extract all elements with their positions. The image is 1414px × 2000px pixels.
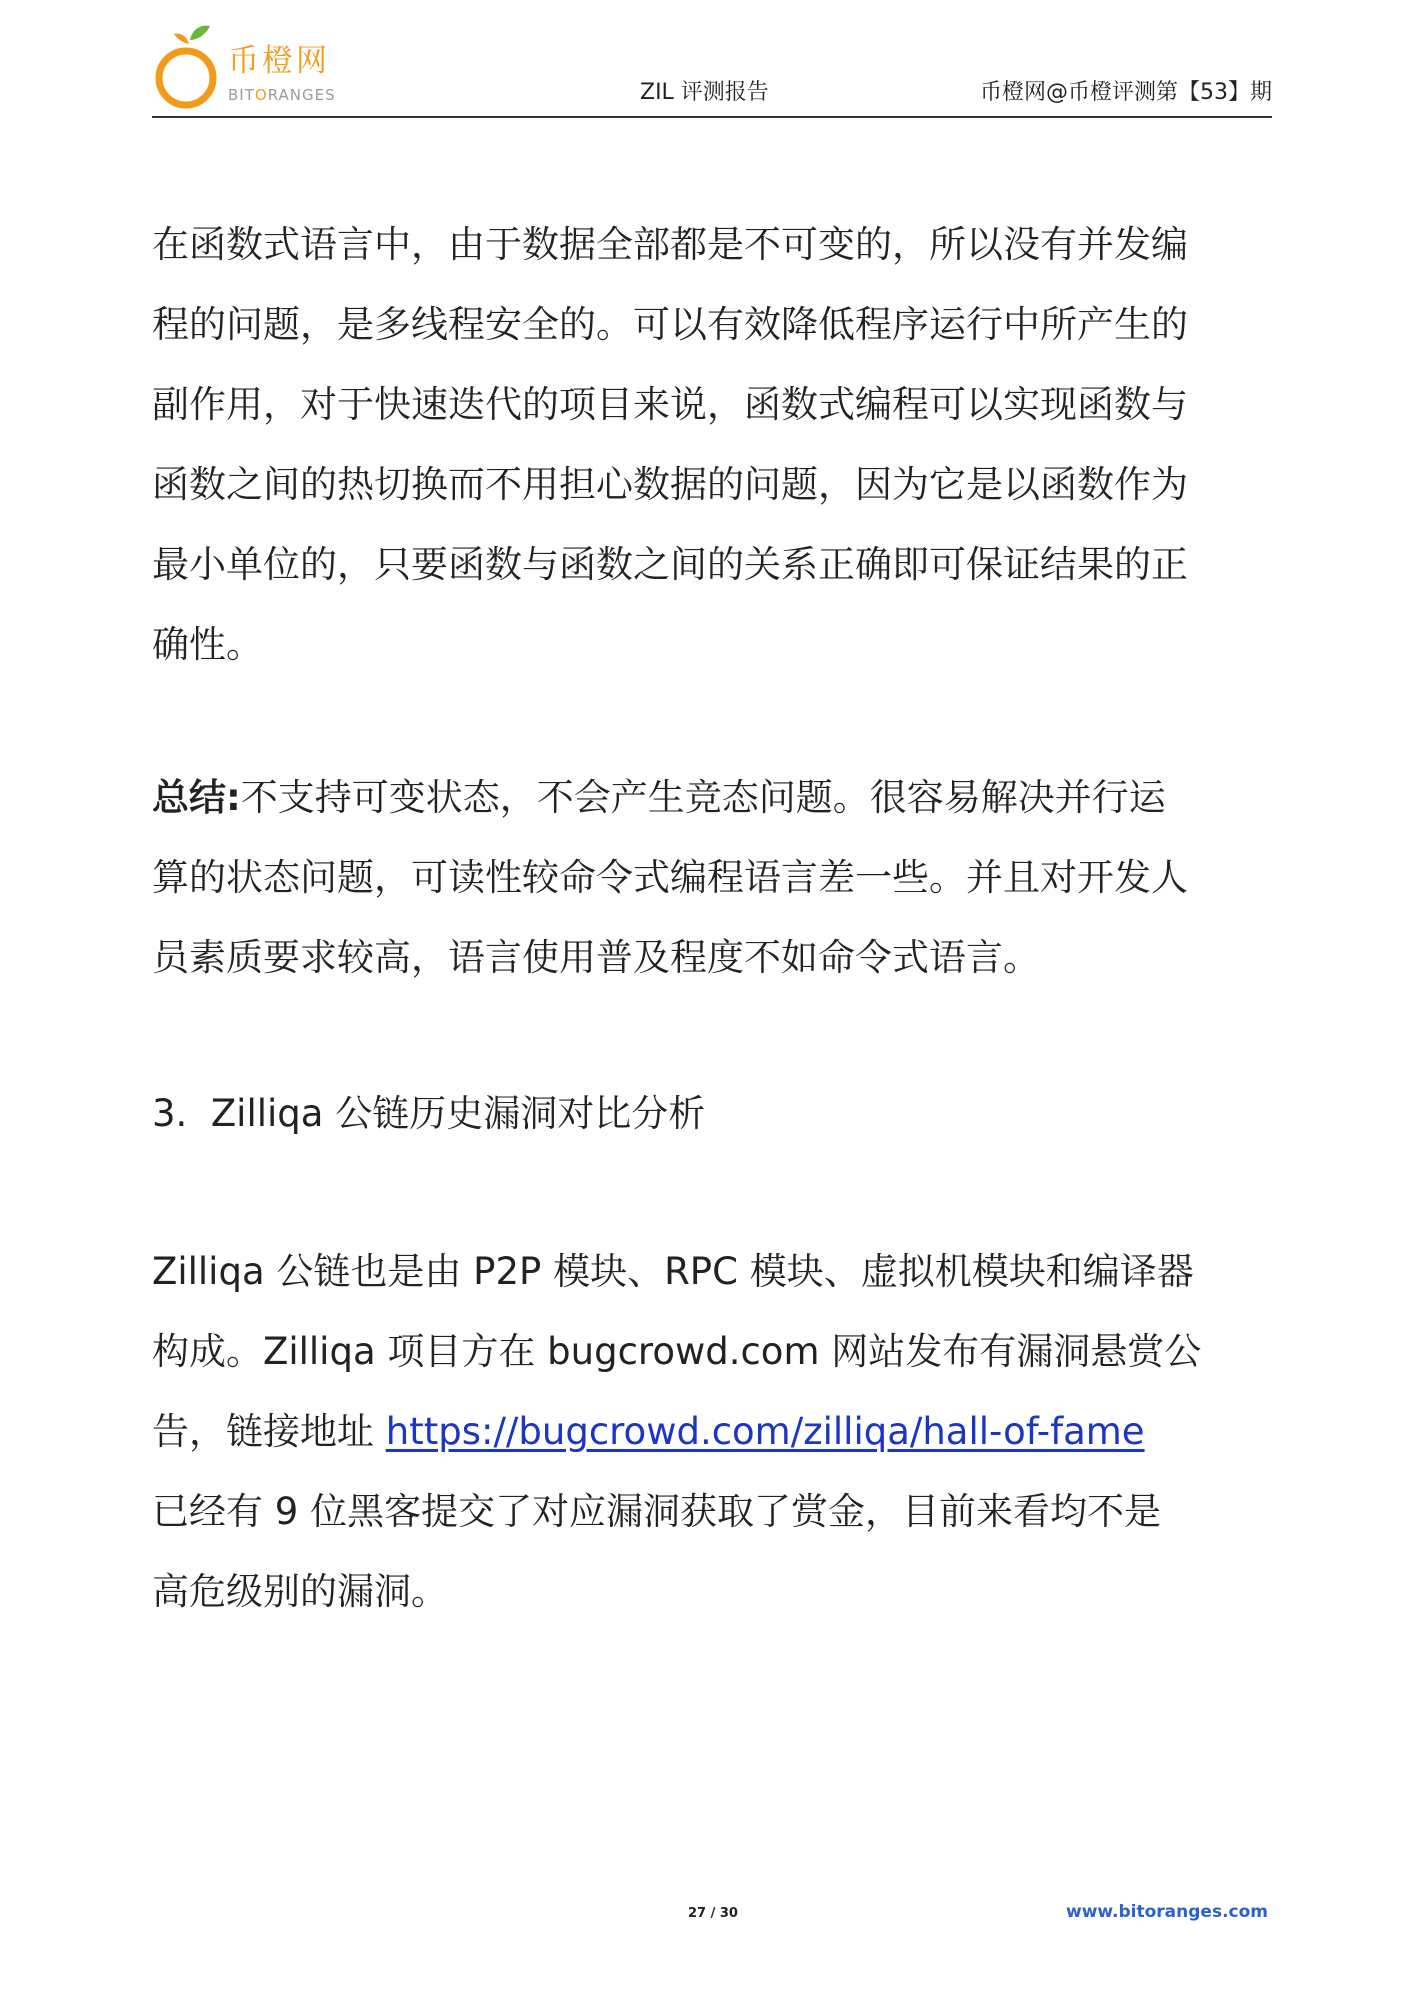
text-line: 确性。 bbox=[152, 623, 263, 666]
text-line: 程的问题，是多线程安全的。可以有效降低程序运行中所产生的 bbox=[152, 303, 1188, 346]
text-line: 函数之间的热切换而不用担心数据的问题，因为它是以函数作为 bbox=[152, 463, 1188, 506]
text-line: 已经有 9 位黑客提交了对应漏洞获取了赏金，目前来看均不是 bbox=[152, 1490, 1162, 1533]
text-line: Zilliqa 公链也是由 P2P 模块、RPC 模块、虚拟机模块和编译器 bbox=[152, 1250, 1194, 1293]
bitoranges-logo[interactable] bbox=[152, 18, 372, 114]
logo-english-prefix: BIT bbox=[228, 86, 255, 104]
footer-website-link[interactable]: www.bitoranges.com bbox=[1066, 1902, 1268, 1922]
logo-chinese-name: 币橙网 bbox=[228, 43, 330, 79]
text-line bbox=[152, 758, 1280, 838]
page-header bbox=[152, 18, 1272, 118]
text-line: 员素质要求较高，语言使用普及程度不如命令式语言。 bbox=[152, 936, 1040, 979]
summary-label: 总结: bbox=[152, 776, 241, 819]
paragraph-summary bbox=[152, 758, 1280, 998]
report-title: ZIL 评测报告 bbox=[640, 80, 769, 105]
logo-english-o: O bbox=[254, 86, 268, 104]
summary-text: 不支持可变状态，不会产生竞态问题。很容易解决并行运 bbox=[240, 776, 1166, 819]
paragraph-zilliqa-vulnerabilities bbox=[152, 1232, 1280, 1632]
text-line: 算的状态问题，可读性较命令式编程语言差一些。并且对开发人 bbox=[152, 856, 1188, 899]
text-line: 在函数式语言中，由于数据全部都是不可变的，所以没有并发编 bbox=[152, 223, 1188, 266]
section-heading-text: 3. Zilliqa 公链历史漏洞对比分析 bbox=[152, 1092, 706, 1135]
bugcrowd-hall-of-fame-link[interactable]: https://bugcrowd.com/zilliqa/hall-of-fame bbox=[385, 1410, 1145, 1453]
text-line: 最小单位的，只要函数与函数之间的关系正确即可保证结果的正 bbox=[152, 543, 1188, 586]
paragraph-functional-language bbox=[152, 205, 1280, 685]
section-heading bbox=[152, 1074, 1280, 1154]
text-line bbox=[152, 1392, 1280, 1472]
link-prefix-text: 告，链接地址 bbox=[152, 1410, 386, 1453]
logo-english-suffix: RANGES bbox=[267, 86, 336, 104]
text-line: 高危级别的漏洞。 bbox=[152, 1570, 448, 1613]
page-number: 27 / 30 bbox=[688, 1906, 738, 1921]
issue-label: 币橙网@币橙评测第【53】期 bbox=[980, 80, 1272, 105]
text-line: 副作用，对于快速迭代的项目来说，函数式编程可以实现函数与 bbox=[152, 383, 1188, 426]
text-line: 构成。Zilliqa 项目方在 bugcrowd.com 网站发布有漏洞悬赏公 bbox=[152, 1330, 1202, 1373]
logo-english-name bbox=[228, 88, 336, 103]
orange-fruit-logo-icon bbox=[152, 20, 228, 116]
